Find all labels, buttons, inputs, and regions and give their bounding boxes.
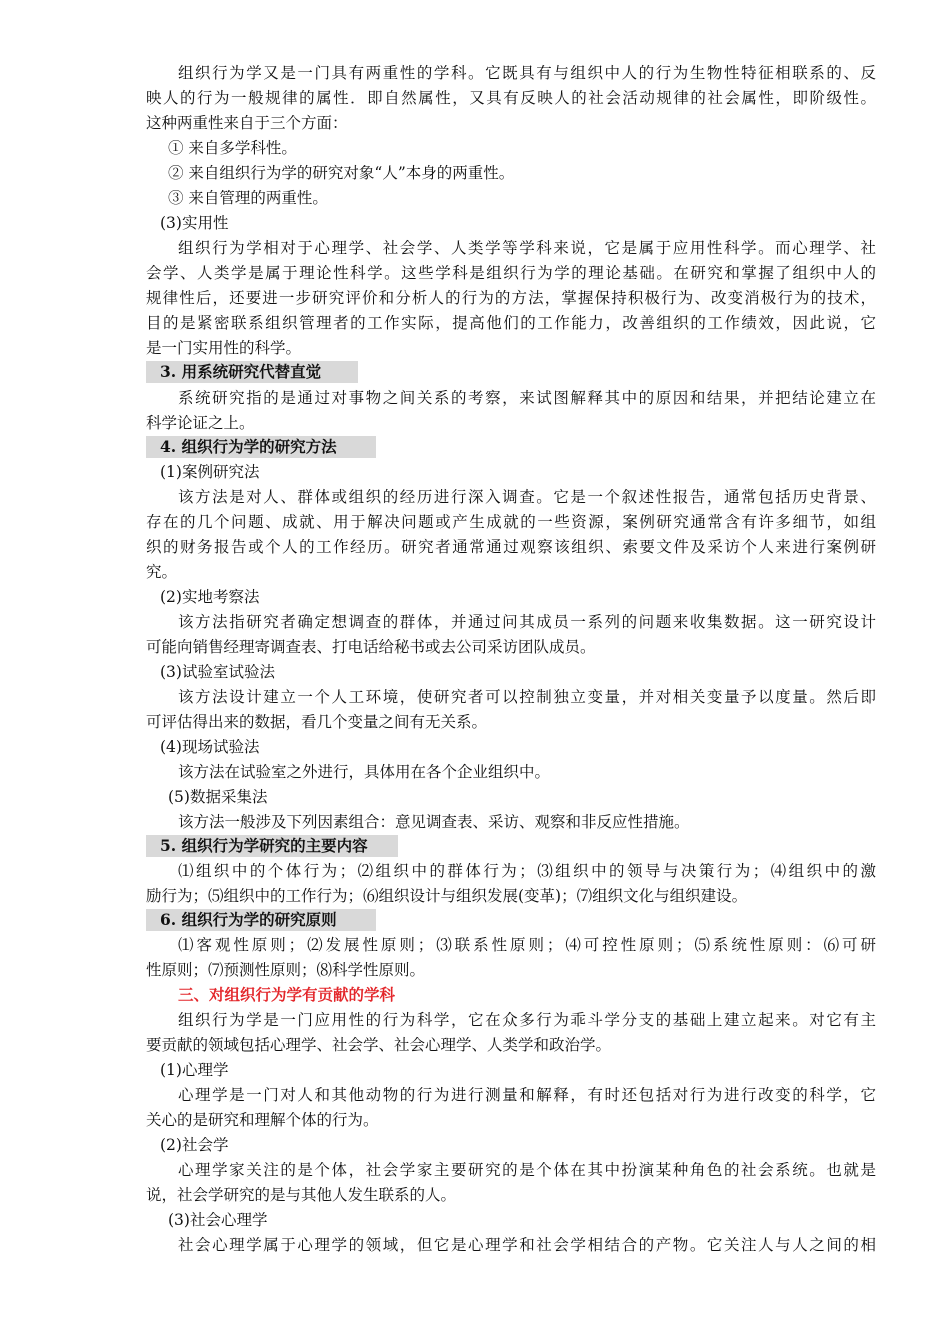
section-heading-band [146, 361, 358, 383]
paragraph-line: 该方法指研究者确定想调查的群体，并通过问其成员一系列的问题来收集数据。这一研究设计 [178, 613, 876, 631]
paragraph-line: 织的财务报告或个人的工作经历。研究者通常通过观察该组织、索要文件及采访个人来进行案例研 [146, 538, 876, 556]
paragraph-line: 要贡献的领域包括心理学、社会学、社会心理学、人类学和政治学。 [146, 1036, 612, 1054]
paragraph-line: 组织行为学是一门应用性的行为科学，它在众多行为乖斗学分支的基础上建立起来。对它有主 [178, 1011, 876, 1029]
subheading: (3)社会心理学 [168, 1211, 268, 1229]
subheading: (3)实用性 [160, 214, 229, 232]
paragraph-line: 心理学家关注的是个体，社会学家主要研究的是个体在其中扮演某种角色的社会系统。也就是 [178, 1161, 876, 1179]
paragraph-line: 这种两重性来自于三个方面： [146, 114, 348, 132]
paragraph-line: 该方法是对人、群体或组织的经历进行深入调查。它是一个叙述性报告，通常包括历史背景、 [178, 488, 876, 506]
subheading: (3)试验室试验法 [160, 663, 275, 681]
paragraph-line: 存在的几个问题、成就、用于解决问题或产生成就的一些资源，案例研究通常含有许多细节，如组 [146, 513, 876, 531]
section-heading: 3. 用系统研究代替直觉 [160, 362, 322, 381]
chapter-heading: 三、对组织行为学有贡献的学科 [178, 985, 396, 1004]
paragraph-line: 映人的行为一般规律的属性．即自然属性，又具有反映人的社会活动规律的社会属性，即阶级性。 [146, 89, 876, 107]
paragraph-line: 是一门实用性的科学。 [146, 339, 302, 357]
paragraph-line: 性原则；⑺预测性原则；⑻科学性原则。 [146, 961, 426, 979]
paragraph-line: ⑴组织中的个体行为；⑵组织中的群体行为；⑶组织中的领导与决策行为；⑷组织中的激 [178, 862, 876, 880]
subheading: (5)数据采集法 [168, 788, 268, 806]
section-heading-band [146, 835, 398, 857]
paragraph-line: 该方法在试验室之外进行，具体用在各个企业组织中。 [178, 763, 551, 781]
paragraph-line: 组织行为学又是一门具有两重性的学科。它既具有与组织中人的行为生物性特征相联系的、反 [178, 64, 876, 82]
list-item: ③ 来自管理的两重性。 [168, 189, 328, 207]
list-item: ① 来自多学科性。 [168, 139, 297, 157]
paragraph-line: 心理学是一门对人和其他动物的行为进行测量和解释，有时还包括对行为进行改变的科学，它 [178, 1086, 876, 1104]
paragraph-line: 可能向销售经理寄调查表、打电话给秘书或去公司采访团队成员。 [146, 638, 596, 656]
section-heading: 6. 组织行为学的研究原则 [160, 910, 337, 929]
subheading: (2)社会学 [160, 1136, 229, 1154]
paragraph-line: 关心的是研究和理解个体的行为。 [146, 1111, 379, 1129]
paragraph-line: 该方法一般涉及下列因素组合：意见调查表、采访、观察和非反应性措施。 [178, 813, 690, 831]
paragraph-line: 系统研究指的是通过对事物之间关系的考察，来试图解释其中的原因和结果，并把结论建立在 [178, 389, 876, 407]
section-heading-band [146, 436, 376, 458]
paragraph-line: 说，社会学研究的是与其他人发生联系的人。 [146, 1186, 457, 1204]
paragraph-line: 励行为；⑸组织中的工作行为；⑹组织设计与组织发展(变革)；⑺组织文化与组织建设。 [146, 887, 748, 905]
subheading: (4)现场试验法 [160, 738, 260, 756]
paragraph-line: 组织行为学相对于心理学、社会学、人类学等学科来说，它是属于应用性科学。而心理学、社 [178, 239, 876, 257]
paragraph-line: 会学、人类学是属于理论性科学。这些学科是组织行为学的理论基础。在研究和掌握了组织中人的 [146, 264, 876, 282]
paragraph-line: 社会心理学属于心理学的领域，但它是心理学和社会学相结合的产物。它关注人与人之间的相 [178, 1236, 876, 1254]
paragraph-line: ⑴客观性原则；⑵发展性原则；⑶联系性原则；⑷可控性原则；⑸系统性原则：⑹可研 [178, 936, 876, 954]
subheading: (2)实地考察法 [160, 588, 260, 606]
paragraph-line: 规律性后，还要进一步研究评价和分析人的行为的方法，掌握保持积极行为、改变消极行为的技术， [146, 289, 876, 307]
section-heading: 4. 组织行为学的研究方法 [160, 437, 337, 456]
subheading: (1)心理学 [160, 1061, 229, 1079]
paragraph-line: 目的是紧密联系组织管理者的工作实际，提高他们的工作能力，改善组织的工作绩效，因此说，它 [146, 314, 876, 332]
subheading: (1)案例研究法 [160, 463, 260, 481]
paragraph-line: 可评估得出来的数据，看几个变量之间有无关系。 [146, 713, 488, 731]
paragraph-line: 该方法设计建立一个人工环境，使研究者可以控制独立变量，并对相关变量予以度量。然后即 [178, 688, 876, 706]
paragraph-line: 究。 [146, 563, 178, 581]
section-heading: 5. 组织行为学研究的主要内容 [160, 836, 368, 855]
section-heading-band [146, 909, 376, 931]
paragraph-line: 科学论证之上。 [146, 414, 255, 432]
list-item: ② 来自组织行为学的研究对象“人”本身的两重性。 [168, 164, 515, 182]
